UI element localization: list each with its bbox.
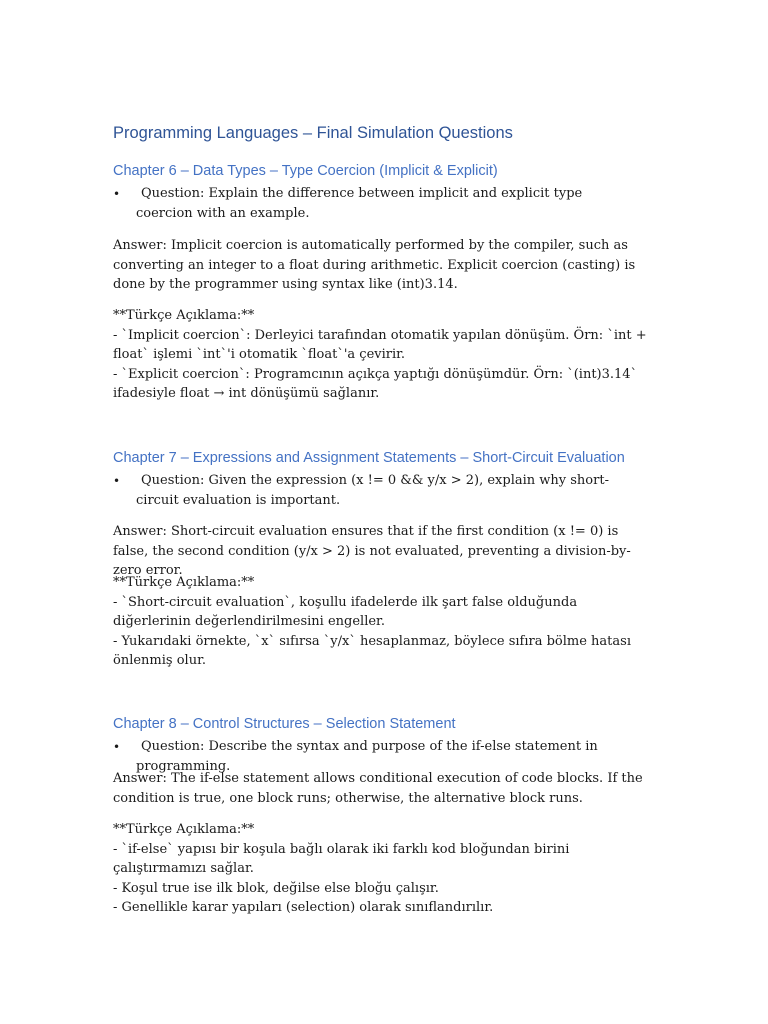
bullet-icon: • — [113, 740, 121, 754]
question-text: Question: Explain the difference between implicit and explicit type coercion with an example. — [136, 186, 583, 221]
chapter-6-heading: Chapter 6 – Data Types – Type Coercion (Implicit & Explicit) — [113, 163, 498, 179]
bullet-icon: • — [113, 187, 121, 201]
document-title: Programming Languages – Final Simulation Questions — [113, 124, 513, 142]
chapter-6-answer: Answer: Implicit coercion is automatically performed by the compiler, such as converting an integer to a float during arithmetic. Explicit coercion (casting) is done by the programmer using syntax like (int)3.14. — [113, 238, 636, 292]
chapter-8-heading: Chapter 8 – Control Structures – Selection Statement — [113, 716, 456, 732]
question-text: Question: Given the expression (x != 0 && y/x > 2), explain why short-circuit evaluation is important. — [136, 473, 609, 508]
chapter-7-answer: Answer: Short-circuit evaluation ensures that if the first condition (x != 0) is false, the second condition (y/x > 2) is not evaluated, preventing a division-by-zero error. — [113, 524, 631, 578]
chapter-7-turkish-explanation: **Türkçe Açıklama:** - `Short-circuit evaluation`, koşullu ifadelerde ilk şart false olduğunda diğerlerinin değerlendirilmesini engeller. - Yukarıdaki örnekte, `x` sıfırsa `y/x` hesaplanmaz, böylece sıfıra bölme hatası önlenmiş olur. — [113, 575, 631, 668]
chapter-7-heading: Chapter 7 – Expressions and Assignment Statements – Short-Circuit Evaluation — [113, 450, 625, 466]
question-text: Question: Describe the syntax and purpose of the if-else statement in programming. — [136, 739, 598, 774]
bullet-icon: • — [113, 474, 121, 488]
chapter-8-turkish-explanation: **Türkçe Açıklama:** - `if-else` yapısı bir koşula bağlı olarak iki farklı kod bloğundan birini çalıştırmamızı sağlar. - Koşul true ise ilk blok, değilse else bloğu çalışır. - Genellikle karar yapıları (selection) olarak sınıflandırılır. — [113, 822, 570, 915]
chapter-6-turkish-explanation: **Türkçe Açıklama:** - `Implicit coercion`: Derleyici tarafından otomatik yapılan dönüşüm. Örn: `int + float` işlemi `int`'i otomatik `float`'a çevirir. - `Explicit coercion`: Programcının açıkça yaptığı dönüşümdür. Örn: `(int)3.14` ifadesiyle float → int dönüşümü sağlanır. — [113, 308, 647, 401]
chapter-8-answer: Answer: The if-else statement allows conditional execution of code blocks. If the condition is true, one block runs; otherwise, the alternative block runs. — [113, 771, 643, 806]
